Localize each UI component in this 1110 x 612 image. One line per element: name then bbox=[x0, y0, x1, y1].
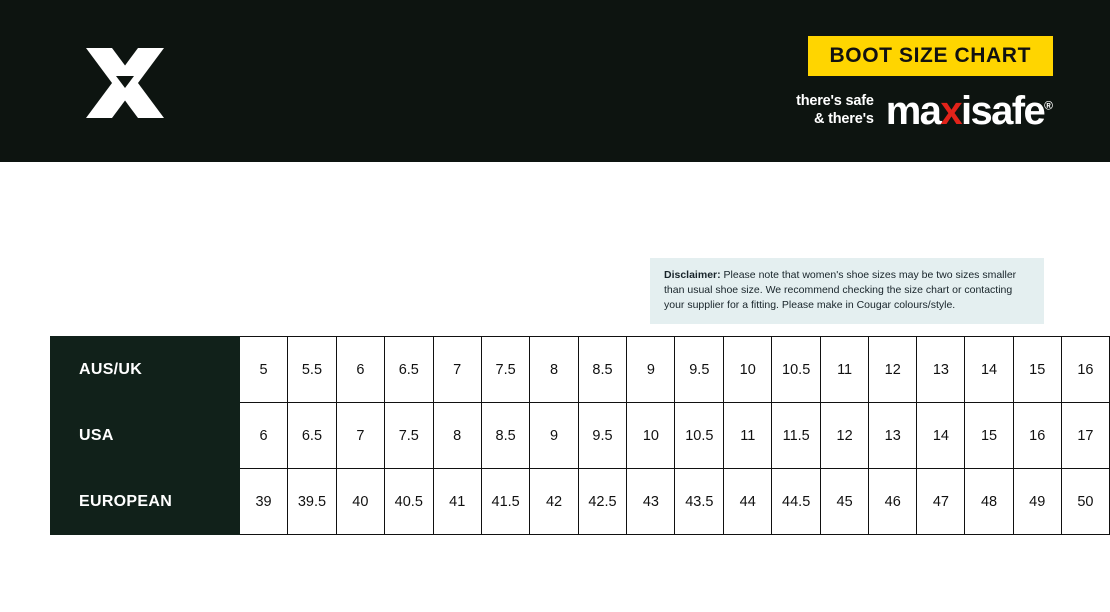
size-cell: 9 bbox=[627, 337, 675, 403]
size-cell: 9 bbox=[530, 403, 578, 469]
size-cell: 12 bbox=[821, 403, 869, 469]
disclaimer-label: Disclaimer: bbox=[664, 269, 721, 281]
size-cell: 43 bbox=[627, 469, 675, 535]
size-cell: 40 bbox=[336, 469, 384, 535]
size-cell: 7 bbox=[433, 337, 481, 403]
size-cell: 40.5 bbox=[384, 469, 433, 535]
size-cell: 39 bbox=[239, 469, 287, 535]
size-cell: 44 bbox=[724, 469, 772, 535]
size-cell: 48 bbox=[965, 469, 1013, 535]
size-cell: 13 bbox=[917, 337, 965, 403]
brand-wordmark-x: x bbox=[940, 89, 961, 133]
size-cell: 10 bbox=[627, 403, 675, 469]
size-cell: 49 bbox=[1013, 469, 1061, 535]
brand-registered-mark: ® bbox=[1044, 98, 1053, 113]
boot-size-chart-badge: BOOT SIZE CHART bbox=[808, 36, 1054, 76]
x-logo-icon bbox=[86, 48, 164, 118]
size-cell: 5 bbox=[239, 337, 287, 403]
size-cell: 11.5 bbox=[772, 403, 821, 469]
size-cell: 7 bbox=[336, 403, 384, 469]
size-cell: 13 bbox=[869, 403, 917, 469]
size-cell: 7.5 bbox=[481, 337, 530, 403]
size-cell: 7.5 bbox=[384, 403, 433, 469]
size-cell: 46 bbox=[869, 469, 917, 535]
size-cell: 45 bbox=[821, 469, 869, 535]
brand-wordmark-part2: isafe bbox=[960, 89, 1045, 133]
size-cell: 9.5 bbox=[675, 337, 724, 403]
size-cell: 8 bbox=[530, 337, 578, 403]
brand-tagline-line1: there's safe bbox=[796, 93, 874, 110]
size-cell: 11 bbox=[724, 403, 772, 469]
size-cell: 6 bbox=[239, 403, 287, 469]
size-cell: 10 bbox=[724, 337, 772, 403]
brand-lockup bbox=[796, 88, 1053, 134]
size-cell: 12 bbox=[869, 337, 917, 403]
size-cell: 44.5 bbox=[772, 469, 821, 535]
size-cell: 9.5 bbox=[578, 403, 627, 469]
size-cell: 6.5 bbox=[288, 403, 337, 469]
page-header bbox=[0, 0, 1110, 162]
brand-tagline-line2: & there's bbox=[814, 111, 874, 127]
row-header-aus-uk: AUS/UK bbox=[51, 337, 240, 403]
size-cell: 10.5 bbox=[675, 403, 724, 469]
boot-size-table bbox=[50, 336, 1110, 535]
size-cell: 10.5 bbox=[772, 337, 821, 403]
size-cell: 6 bbox=[336, 337, 384, 403]
brand-tagline bbox=[796, 93, 874, 128]
table-row bbox=[51, 337, 1110, 403]
size-cell: 41 bbox=[433, 469, 481, 535]
disclaimer-text: Please note that women's shoe sizes may be two sizes smaller than usual shoe size. We recommend checking the size chart or contacting your supplier for a fitting. Please make in Cougar colours/style. bbox=[664, 269, 1017, 311]
size-cell: 6.5 bbox=[384, 337, 433, 403]
size-cell: 8.5 bbox=[578, 337, 627, 403]
brand-wordmark bbox=[886, 91, 1053, 131]
size-cell: 17 bbox=[1061, 403, 1109, 469]
size-cell: 14 bbox=[917, 403, 965, 469]
size-cell: 47 bbox=[917, 469, 965, 535]
disclaimer-box bbox=[650, 258, 1044, 324]
size-cell: 8 bbox=[433, 403, 481, 469]
size-cell: 16 bbox=[1061, 337, 1109, 403]
row-header-usa: USA bbox=[51, 403, 240, 469]
size-cell: 50 bbox=[1061, 469, 1109, 535]
size-cell: 11 bbox=[821, 337, 869, 403]
table-row bbox=[51, 469, 1110, 535]
size-cell: 15 bbox=[965, 403, 1013, 469]
size-cell: 42 bbox=[530, 469, 578, 535]
size-cell: 15 bbox=[1013, 337, 1061, 403]
size-cell: 41.5 bbox=[481, 469, 530, 535]
brand-wordmark-part1: ma bbox=[885, 89, 941, 133]
size-cell: 16 bbox=[1013, 403, 1061, 469]
row-header-european: EUROPEAN bbox=[51, 469, 240, 535]
table-row bbox=[51, 403, 1110, 469]
size-cell: 8.5 bbox=[481, 403, 530, 469]
size-cell: 5.5 bbox=[288, 337, 337, 403]
size-cell: 39.5 bbox=[288, 469, 337, 535]
size-cell: 43.5 bbox=[675, 469, 724, 535]
size-cell: 14 bbox=[965, 337, 1013, 403]
size-cell: 42.5 bbox=[578, 469, 627, 535]
